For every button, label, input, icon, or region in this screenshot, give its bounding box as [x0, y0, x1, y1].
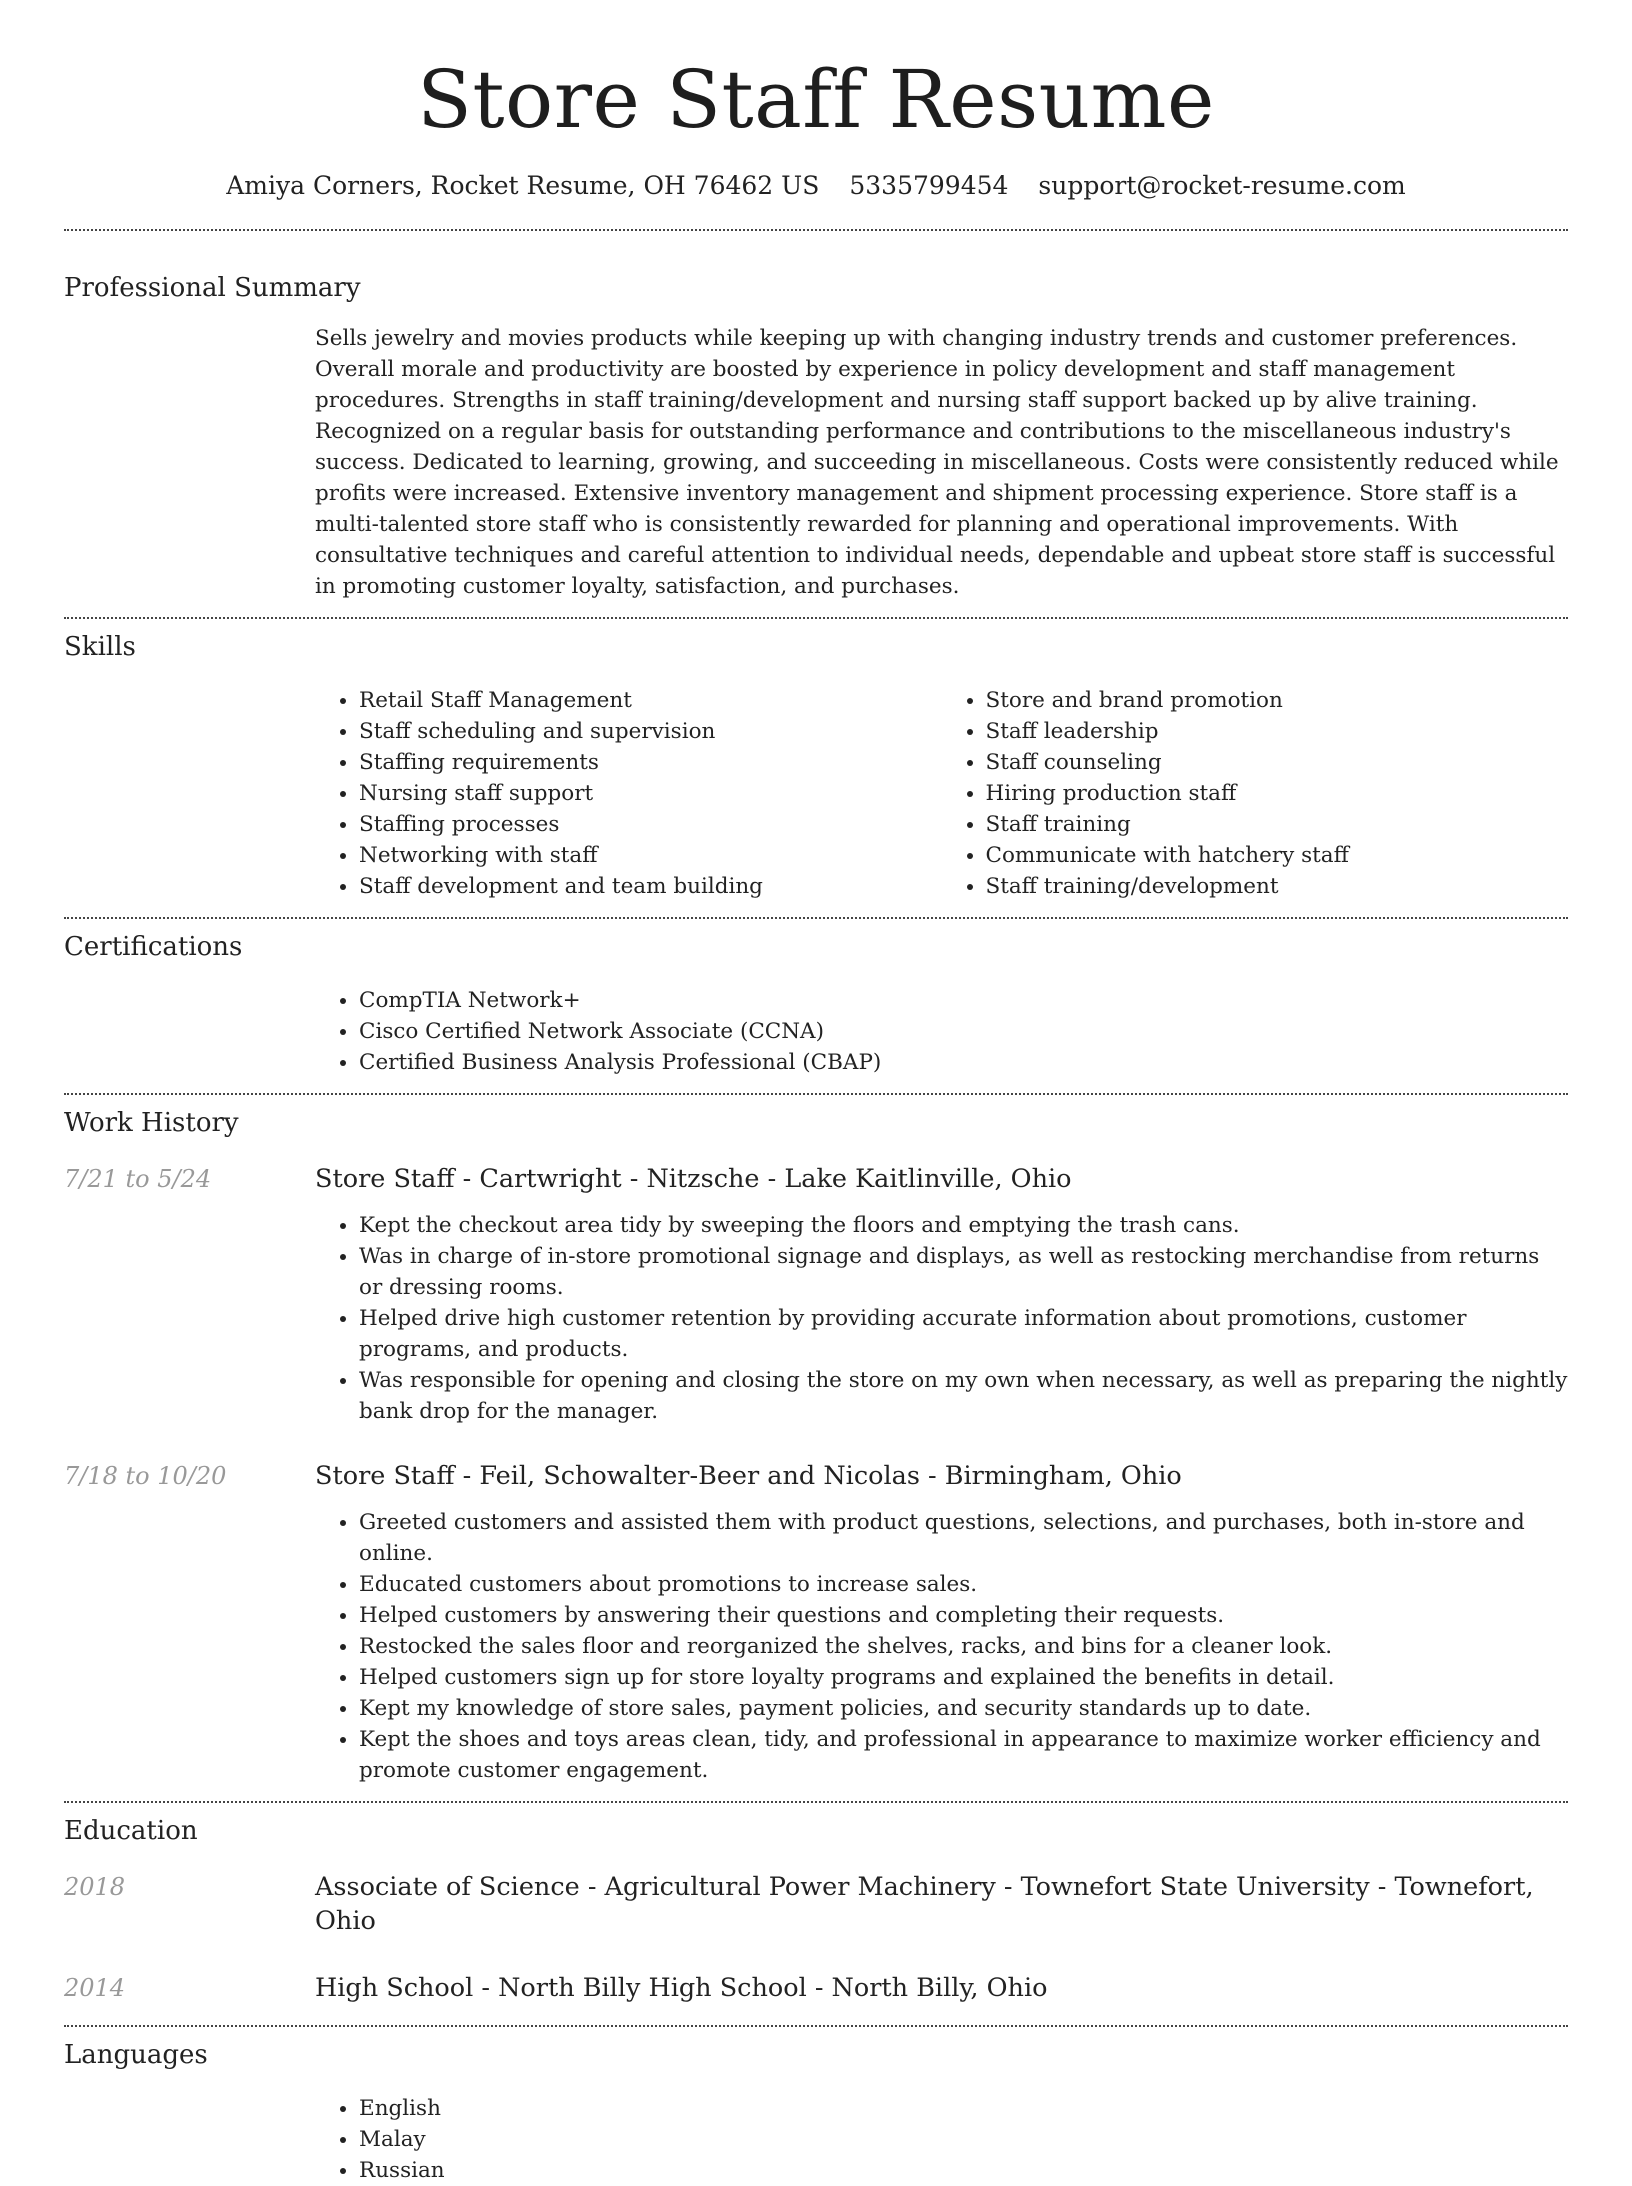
job-title: Store Staff - Cartwright - Nitzsche - Lake Kaitlinville, Ohio: [315, 1164, 1072, 1194]
languages-list: [315, 2093, 1568, 2186]
contact-phone: 5335799454: [849, 171, 1009, 200]
languages-heading: Languages: [64, 2040, 208, 2070]
skill-item: • Networking with staff: [359, 840, 942, 871]
section-divider: [64, 917, 1568, 919]
skills-heading: Skills: [64, 632, 136, 662]
section-divider: [64, 1093, 1568, 1095]
summary-heading: Professional Summary: [64, 273, 361, 303]
education-entry: [64, 1870, 1568, 1938]
skill-item: • Staff leadership: [986, 716, 1569, 747]
skill-item: • Staff scheduling and supervision: [359, 716, 942, 747]
job-bullet: • Greeted customers and assisted them with product questions, selections, and purchases, both in-store and online.: [359, 1507, 1568, 1569]
language-item: • Russian: [359, 2155, 1568, 2186]
job-dates: 7/21 to 5/24: [64, 1165, 212, 1193]
skill-item: • Staff training: [986, 809, 1569, 840]
skill-item: • Staff counseling: [986, 747, 1569, 778]
skill-item: • Staff training/development: [986, 871, 1569, 902]
page-title: Store Staff Resume: [417, 53, 1215, 146]
job-bullet: • Kept my knowledge of store sales, payment policies, and security standards up to date.: [359, 1693, 1568, 1724]
certifications-list: [315, 985, 1568, 1078]
contact-email[interactable]: support@rocket-resume.com: [1038, 171, 1406, 200]
skills-column-right: [942, 685, 1569, 902]
section-divider: [64, 1801, 1568, 1803]
job-bullet: • Educated customers about promotions to increase sales.: [359, 1569, 1568, 1600]
education-title: Associate of Science - Agricultural Power Machinery - Townefort State University - Townefort, Ohio: [315, 1872, 1534, 1936]
job-bullet: • Was in charge of in-store promotional signage and displays, as well as restocking merchandise from returns or dressing rooms.: [359, 1241, 1568, 1303]
skill-item: • Retail Staff Management: [359, 685, 942, 716]
job-bullet: • Helped customers by answering their questions and completing their requests.: [359, 1600, 1568, 1631]
summary-text: Sells jewelry and movies products while keeping up with changing industry trends and customer preferences. Overall morale and productivity are boosted by experience in policy development and staff management procedures. Strengths in staff training/development and nursing staff support backed up by alive training. Recognized on a regular basis for outstanding performance and contributions to the miscellaneous industry's success. Dedicated to learning, growing, and succeeding in miscellaneous. Costs were consistently reduced while profits were increased. Extensive inventory management and shipment processing experience. Store staff is a multi-talented store staff who is consistently rewarded for planning and operational improvements. With consultative techniques and careful attention to individual needs, dependable and upbeat store staff is successful in promoting customer loyalty, satisfaction, and purchases.: [315, 326, 1559, 599]
education-year: 2018: [64, 1873, 126, 1901]
section-divider: [64, 229, 1568, 231]
job-entry: [64, 1162, 1568, 1196]
skill-item: • Staff development and team building: [359, 871, 942, 902]
contact-address: Amiya Corners, Rocket Resume, OH 76462 US: [226, 171, 820, 200]
education-year: 2014: [64, 1974, 126, 2002]
job-title: Store Staff - Feil, Schowalter-Beer and Nicolas - Birmingham, Ohio: [315, 1461, 1182, 1491]
certification-item: • Certified Business Analysis Professional (CBAP): [359, 1047, 1568, 1078]
job-bullet: • Kept the checkout area tidy by sweeping the floors and emptying the trash cans.: [359, 1210, 1568, 1241]
skills-list: [315, 685, 1568, 902]
work-history-heading: Work History: [64, 1108, 239, 1138]
job-bullet: • Was responsible for opening and closing the store on my own when necessary, as well as preparing the nightly bank drop for the manager.: [359, 1365, 1568, 1427]
skill-item: • Store and brand promotion: [986, 685, 1569, 716]
job-dates: 7/18 to 10/20: [64, 1462, 227, 1490]
section-divider: [64, 617, 1568, 619]
skill-item: • Staffing processes: [359, 809, 942, 840]
education-entry: [64, 1971, 1568, 2005]
skills-column-left: [315, 685, 942, 902]
education-title: High School - North Billy High School - North Billy, Ohio: [315, 1973, 1048, 2003]
certifications-heading: Certifications: [64, 932, 243, 962]
skill-item: • Hiring production staff: [986, 778, 1569, 809]
job-bullet: • Kept the shoes and toys areas clean, tidy, and professional in appearance to maximize worker efficiency and promote customer engagement.: [359, 1724, 1568, 1786]
skill-item: • Communicate with hatchery staff: [986, 840, 1569, 871]
job-entry: [64, 1459, 1568, 1493]
job-bullet: • Helped customers sign up for store loyalty programs and explained the benefits in detail.: [359, 1662, 1568, 1693]
language-item: • Malay: [359, 2124, 1568, 2155]
resume-page: [64, 0, 1568, 2186]
section-divider: [64, 2025, 1568, 2027]
contact-line: [64, 168, 1568, 204]
certification-item: • Cisco Certified Network Associate (CCNA): [359, 1016, 1568, 1047]
language-item: • English: [359, 2093, 1568, 2124]
job-bullets: [315, 1507, 1568, 1786]
skill-item: • Staffing requirements: [359, 747, 942, 778]
job-bullet: • Helped drive high customer retention by providing accurate information about promotions, customer programs, and products.: [359, 1303, 1568, 1365]
skill-item: • Nursing staff support: [359, 778, 942, 809]
job-bullets: [315, 1210, 1568, 1427]
job-bullet: • Restocked the sales floor and reorganized the shelves, racks, and bins for a cleaner look.: [359, 1631, 1568, 1662]
education-heading: Education: [64, 1816, 198, 1846]
certification-item: • CompTIA Network+: [359, 985, 1568, 1016]
